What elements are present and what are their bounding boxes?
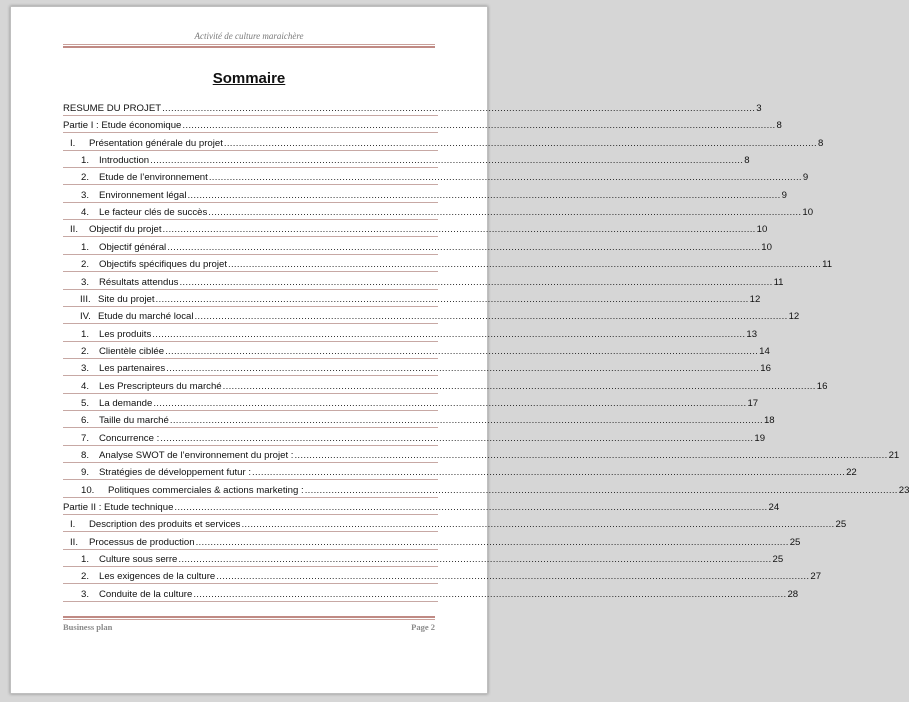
toc-page-number: 27 <box>810 571 822 583</box>
toc-page-number: 16 <box>760 363 771 375</box>
toc-label: Les Prescripteurs du marché <box>99 380 222 392</box>
toc-number: 2. <box>81 172 90 184</box>
toc-entry[interactable] <box>11 255 833 272</box>
toc-page-number: 25 <box>772 554 784 566</box>
toc-label: Objectifs spécifiques du projet <box>99 259 227 271</box>
toc-number: 2. <box>81 345 90 357</box>
toc-page-number: 10 <box>761 241 772 253</box>
toc-entry[interactable] <box>11 325 758 342</box>
toc-number: 3. <box>81 588 90 600</box>
toc-page-number: 9 <box>802 172 809 184</box>
toc-page-number: 28 <box>787 588 799 600</box>
toc-label: Partie II : Etude technique <box>63 502 174 514</box>
toc-number: 1. <box>81 155 90 167</box>
footer-page-number: Page 2 <box>411 622 435 632</box>
toc-leader-dots: ........................................................................................................................................................................................................ <box>166 363 760 375</box>
toc-page-number: 23 <box>898 484 909 496</box>
toc-leader-dots: ........................................................................................................................................................................................................ <box>208 207 802 219</box>
toc-entry[interactable] <box>11 116 782 133</box>
toc-label: Taille du marché <box>99 415 169 427</box>
toc-leader-dots: ........................................................................................................................................................................................................ <box>187 189 781 201</box>
toc-leader-dots: ........................................................................................................................................................................................................ <box>193 588 787 600</box>
toc-leader-dots: ........................................................................................................................................................................................................ <box>162 224 756 236</box>
toc-number: 4. <box>81 207 90 219</box>
toc-number: 4. <box>81 380 90 392</box>
toc-entry[interactable] <box>11 533 801 550</box>
toc-entry[interactable] <box>11 550 784 567</box>
toc-number: 6. <box>81 415 90 427</box>
toc-page-number: 14 <box>759 345 770 357</box>
toc-leader-dots: ........................................................................................................................................................................................................ <box>194 311 788 323</box>
toc-page-number: 25 <box>835 519 847 531</box>
toc-label: Objectif du projet <box>89 224 162 236</box>
toc-number: 1. <box>81 328 90 340</box>
toc-label: Stratégies de développement futur : <box>99 467 251 479</box>
toc-page-number: 11 <box>773 276 784 288</box>
toc-page-number: 8 <box>744 155 750 167</box>
toc-label: Partie I : Etude économique <box>63 120 182 132</box>
toc-leader-dots: ........................................................................................................................................................................................................ <box>227 259 822 271</box>
toc-page-number: 3 <box>756 103 762 114</box>
toc-leader-dots: ........................................................................................................................................................................................................ <box>174 502 768 514</box>
page-header: Activité de culture maraichère <box>194 31 304 41</box>
toc-page-number: 10 <box>756 224 768 236</box>
toc-label: Culture sous serre <box>99 554 178 566</box>
toc-leader-dots: ........................................................................................................................................................................................................ <box>152 328 746 340</box>
toc-leader-dots: ........................................................................................................................................................................................................ <box>178 554 772 566</box>
toc-entry[interactable] <box>11 168 809 185</box>
page-title: Sommaire <box>212 70 286 87</box>
toc-number: 8. <box>81 450 90 461</box>
toc-label: Les exigences de la culture <box>99 571 216 583</box>
toc-page-number: 19 <box>754 432 766 444</box>
toc-entry[interactable] <box>11 273 784 290</box>
toc-leader-dots: ........................................................................................................................................................................................................ <box>160 432 754 444</box>
toc-number: 9. <box>81 467 90 479</box>
toc-entry[interactable] <box>11 498 780 515</box>
toc-number: I. <box>70 519 76 531</box>
toc-entry[interactable] <box>11 342 770 359</box>
toc-number: 3. <box>81 189 90 201</box>
toc-page-number: 11 <box>822 259 833 271</box>
toc-entry[interactable] <box>11 203 814 220</box>
document-page <box>10 6 909 694</box>
toc-entry[interactable] <box>11 377 828 394</box>
toc-entry[interactable] <box>11 411 775 428</box>
toc-entry[interactable] <box>11 585 799 602</box>
toc-entry[interactable] <box>11 463 857 480</box>
toc-entry[interactable] <box>11 567 822 584</box>
toc-leader-dots: ........................................................................................................................................................................................................ <box>167 241 761 253</box>
toc-number: 1. <box>81 554 90 566</box>
toc-entry[interactable] <box>11 290 761 307</box>
toc-number: 3. <box>81 363 90 375</box>
toc-entry[interactable] <box>11 359 771 376</box>
toc-page-number: 22 <box>846 467 857 479</box>
toc-entry[interactable] <box>11 429 766 446</box>
toc-number: 2. <box>81 571 90 583</box>
toc-number: 3. <box>81 276 90 288</box>
toc-label: Analyse SWOT de l’environnement du projet : <box>99 450 294 461</box>
toc-leader-dots: ........................................................................................................................................................................................................ <box>222 380 816 392</box>
toc-page-number: 24 <box>768 502 780 514</box>
toc-number: I. <box>70 137 76 149</box>
toc-leader-dots: ........................................................................................................................................................................................................ <box>208 172 802 184</box>
toc-label: RESUME DU PROJET <box>63 103 162 114</box>
toc-number: II. <box>70 224 78 236</box>
toc-leader-dots: ........................................................................................................................................................................................................ <box>153 397 747 409</box>
toc-leader-dots: ........................................................................................................................................................................................................ <box>165 345 759 357</box>
toc-leader-dots: ........................................................................................................................................................................................................ <box>179 276 773 288</box>
toc-entry[interactable] <box>11 220 768 237</box>
toc-page-number: 25 <box>789 536 801 548</box>
toc-leader-dots: ........................................................................................................................................................................................................ <box>294 450 888 461</box>
toc-entry[interactable] <box>11 481 909 498</box>
toc-leader-dots: ........................................................................................................................................................................................................ <box>252 467 846 479</box>
toc-label: Le facteur clés de succès <box>99 207 208 219</box>
toc-entry[interactable] <box>11 394 759 411</box>
toc-label: Description des produits et services <box>89 519 241 531</box>
table-of-contents <box>11 7 909 693</box>
toc-leader-dots: ........................................................................................................................................................................................................ <box>216 571 810 583</box>
toc-label: Les produits <box>99 328 152 340</box>
toc-entry[interactable] <box>11 446 900 463</box>
toc-label: Etude du marché local <box>98 311 194 323</box>
toc-entry[interactable] <box>11 186 787 203</box>
toc-number: 7. <box>81 432 90 444</box>
toc-leader-dots: ........................................................................................................................................................................................................ <box>155 293 749 305</box>
toc-label: Processus de production <box>89 536 195 548</box>
toc-number: 10. <box>81 484 95 496</box>
toc-page-number: 9 <box>781 189 787 201</box>
toc-entry[interactable] <box>11 307 800 324</box>
toc-number: IV. <box>80 311 91 323</box>
toc-label: Résultats attendus <box>99 276 179 288</box>
toc-label: Clientèle ciblée <box>99 345 165 357</box>
toc-row-rule <box>63 601 438 602</box>
toc-leader-dots: ........................................................................................................................................................................................................ <box>195 536 789 548</box>
footer-left: Business plan <box>63 622 113 632</box>
toc-number: 1. <box>81 241 90 253</box>
toc-entry[interactable] <box>11 134 824 151</box>
toc-label: Site du projet <box>98 293 155 305</box>
toc-number: III. <box>80 293 91 305</box>
footer-rule <box>63 616 435 620</box>
toc-leader-dots: ........................................................................................................................................................................................................ <box>223 137 817 149</box>
toc-label: Concurrence : <box>99 432 160 444</box>
toc-leader-dots: ........................................................................................................................................................................................................ <box>162 103 756 114</box>
toc-page-number: 21 <box>888 450 900 461</box>
toc-page-number: 10 <box>802 207 814 219</box>
toc-leader-dots: ........................................................................................................................................................................................................ <box>182 120 776 132</box>
toc-label: Objectif général <box>99 241 167 253</box>
toc-number: 5. <box>81 397 90 409</box>
toc-label: Introduction <box>99 155 150 167</box>
toc-label: Conduite de la culture <box>99 588 193 600</box>
toc-entry[interactable] <box>11 151 750 168</box>
toc-label: Présentation générale du projet <box>89 137 223 149</box>
toc-page-number: 8 <box>776 120 782 132</box>
toc-leader-dots: ........................................................................................................................................................................................................ <box>169 415 763 427</box>
toc-page-number: 16 <box>816 380 828 392</box>
toc-entry[interactable] <box>11 238 772 255</box>
toc-leader-dots: ........................................................................................................................................................................................................ <box>304 484 898 496</box>
toc-label: Environnement légal <box>99 189 187 201</box>
toc-label: La demande <box>99 397 153 409</box>
toc-entry[interactable] <box>11 99 762 116</box>
toc-page-number: 18 <box>763 415 775 427</box>
toc-page-number: 12 <box>749 293 761 305</box>
toc-page-number: 8 <box>817 137 824 149</box>
toc-label: Politiques commerciales & actions marketing : <box>108 484 304 496</box>
toc-page-number: 12 <box>788 311 800 323</box>
toc-page-number: 17 <box>747 397 759 409</box>
toc-entry[interactable] <box>11 515 847 532</box>
toc-label: Etude de l’environnement <box>99 172 208 184</box>
toc-number: II. <box>70 536 78 548</box>
toc-page-number: 13 <box>746 328 758 340</box>
toc-leader-dots: ........................................................................................................................................................................................................ <box>241 519 835 531</box>
toc-label: Les partenaires <box>99 363 166 375</box>
toc-number: 2. <box>81 259 90 271</box>
toc-leader-dots: ........................................................................................................................................................................................................ <box>150 155 744 167</box>
